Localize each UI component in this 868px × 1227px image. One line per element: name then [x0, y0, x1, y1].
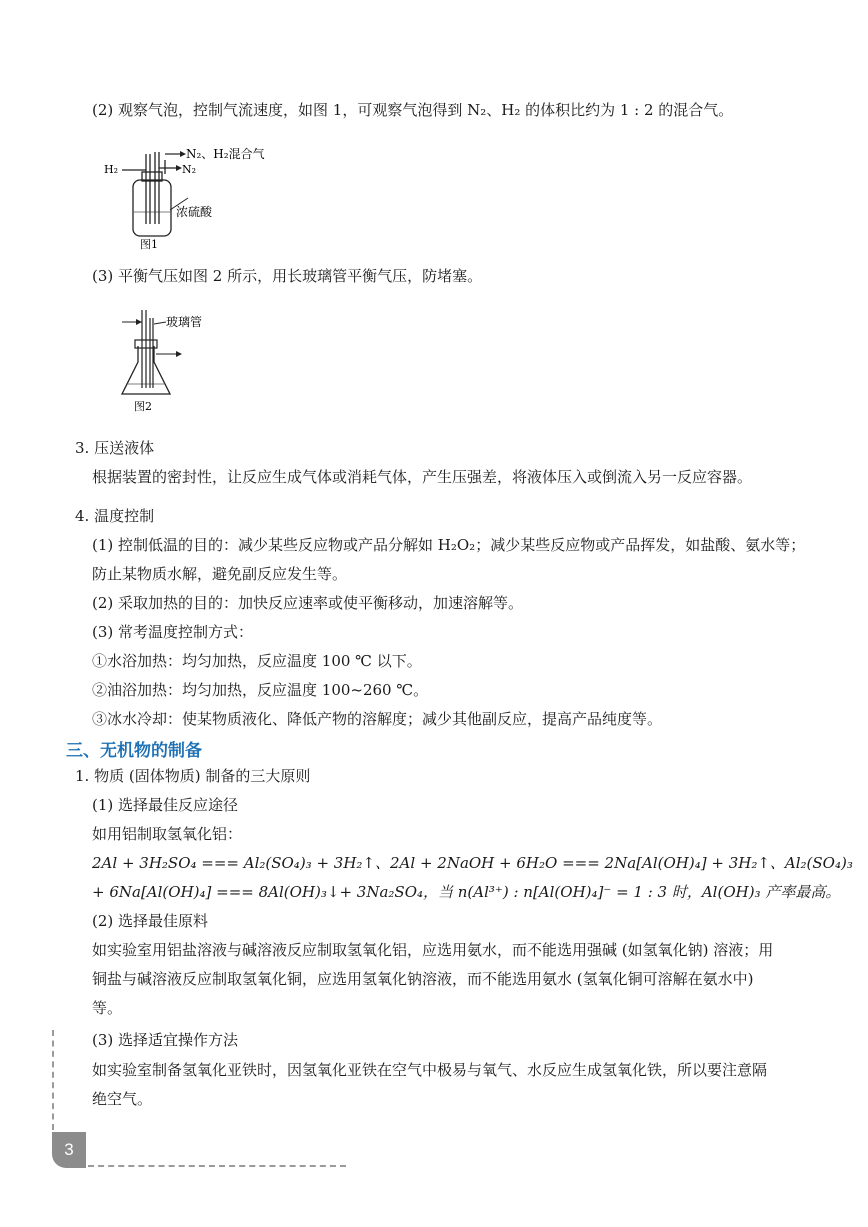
page-border-vertical — [52, 1030, 54, 1130]
text-line: 根据装置的密封性，让反应生成气体或消耗气体，产生压强差，将液体压入或倒流入另一反应容器。 — [92, 468, 753, 486]
text-line: (3) 常考温度控制方式： — [92, 623, 254, 641]
page-border-horizontal — [88, 1165, 346, 1167]
page-number: 3 — [52, 1132, 86, 1168]
text-line: ①水浴加热：均匀加热，反应温度 100 ℃ 以下。 — [92, 652, 422, 670]
text-line: (2) 观察气泡，控制气流速度，如图 1，可观察气泡得到 N₂、H₂ 的体积比约为 1 : 2 的混合气。 — [92, 101, 734, 119]
h2-label: H₂ — [104, 163, 119, 176]
section-heading: 三、无机物的制备 — [66, 741, 202, 761]
text-line: 如用铝制取氢氧化铝： — [92, 825, 243, 843]
text-line: 3. 压送液体 — [75, 439, 155, 457]
figure-2 — [100, 302, 230, 418]
text-line: (3) 平衡气压如图 2 所示，用长玻璃管平衡气压，防堵塞。 — [92, 267, 483, 285]
text-line: 等。 — [92, 999, 123, 1017]
acid-label: 浓硫酸 — [176, 205, 213, 219]
tube-label: 玻璃管 — [166, 315, 203, 329]
text-line: ③冰水冷却：使某物质液化、降低产物的溶解度；减少其他副反应，提高产品纯度等。 — [92, 710, 663, 728]
text-line: 如实验室用铝盐溶液与碱溶液反应制取氢氧化铝，应选用氨水，而不能选用强碱 (如氢氧化钠) 溶液；用 — [92, 941, 774, 959]
text-line: (1) 控制低温的目的：减少某些反应物或产品分解如 H₂O₂；减少某些反应物或产品挥发，如盐酸、氨水等； — [92, 536, 806, 554]
text-line: 防止某物质水解，避免副反应发生等。 — [92, 565, 348, 583]
text-line: (2) 采取加热的目的：加快反应速率或使平衡移动，加速溶解等。 — [92, 594, 524, 612]
equation-line: + 6Na[Al(OH)₄] === 8Al(OH)₃↓+ 3Na₂SO₄，当 n(Al³⁺) : n[Al(OH)₄]⁻ = 1 : 3 时，Al(OH)₃ 产率最高。 — [92, 883, 841, 901]
equation-line: 2Al + 3H₂SO₄ === Al₂(SO₄)₃ + 3H₂↑、2Al + 2NaOH + 6H₂O === 2Na[Al(OH)₄] + 3H₂↑、Al₂(SO₄)₃ — [92, 854, 853, 872]
text-line: (2) 选择最佳原料 — [92, 912, 209, 930]
text-line: 1. 物质 (固体物质) 制备的三大原则 — [75, 767, 311, 785]
text-line: ②油浴加热：均匀加热，反应温度 100~260 ℃。 — [92, 681, 429, 699]
text-line: 绝空气。 — [92, 1090, 153, 1108]
mix-gas-label: N₂、H₂混合气 — [186, 147, 265, 161]
text-line: 铜盐与碱溶液反应制取氢氧化铜，应选用氢氧化钠溶液，而不能选用氨水 (氢氧化铜可溶解在氨水中) — [92, 970, 754, 988]
text-line: 4. 温度控制 — [75, 507, 155, 525]
text-line: (3) 选择适宜操作方法 — [92, 1031, 239, 1049]
figure-1 — [100, 140, 270, 252]
text-line: 如实验室制备氢氧化亚铁时，因氢氧化亚铁在空气中极易与氧气、水反应生成氢氧化铁，所以要注意隔 — [92, 1061, 768, 1079]
figure-caption: 图1 — [140, 238, 158, 251]
figure-caption: 图2 — [134, 400, 152, 413]
n2-label: N₂ — [182, 163, 197, 176]
text-line: (1) 选择最佳反应途径 — [92, 796, 239, 814]
